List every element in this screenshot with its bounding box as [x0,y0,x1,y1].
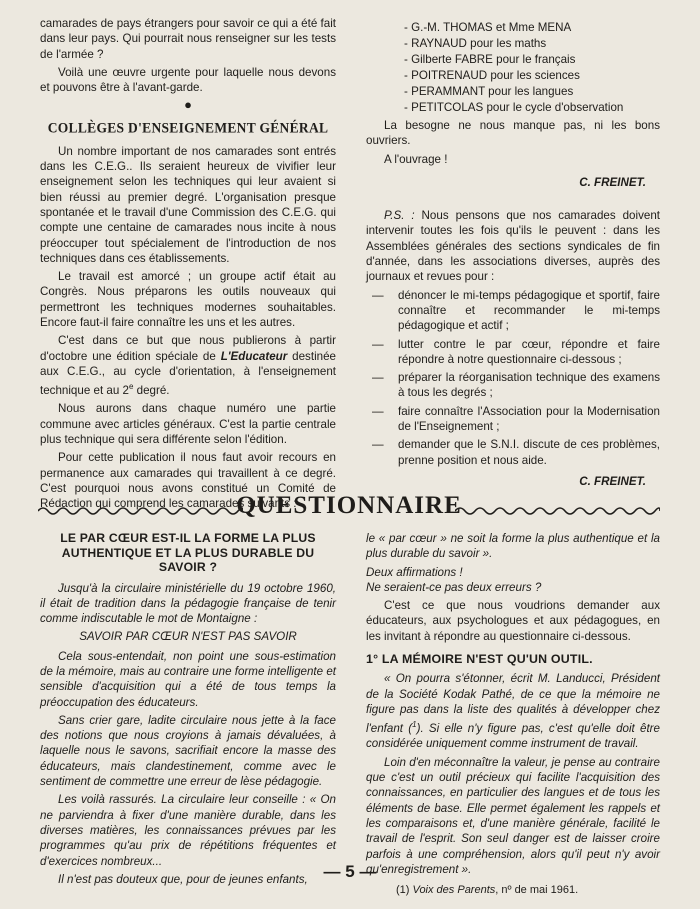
paragraph: Les voilà rassurés. La circulaire leur conseille : « On ne parviendra à fixer d'une manière durable, dans les diverses matières, les connaissances prévues par les programmes qu'au prix de répétitions fréquentes et d'exercices nombreux... [40,793,336,868]
paragraph: Un nombre important de nos camarades sont entrés dans les C.E.G.. Ils seraient heureux de vivifier leur enseignement selon les techniques qui leur avaient si bien réussi au premier degré. L'organisation presque spontanée et le travail d'une Commission des C.E.G. qui compte une centaine de camarades nous incite à nous préoccuper tout spécialement de l'introduction de nos techniques dans ces établissements. [40,144,336,265]
bullet-separator: ● [184,97,192,113]
section-title: COLLÈGES D'ENSEIGNEMENT GÉNÉRAL [47,119,329,137]
question-heading: LE PAR CŒUR EST-IL LA FORME LA PLUS AUTHENTIQUE ET LA PLUS DURABLE DU SAVOIR ? [60,531,316,574]
banner-title: QUESTIONNAIRE [236,492,462,519]
list-item: — faire connaître l'Association pour la Modernisation de l'Enseignement ; [366,404,660,435]
committee-member: - POITRENAUD pour les sciences [404,69,580,82]
paragraph: Il n'est pas douteux que, pour de jeunes enfants, [58,872,308,886]
paragraph: Loin d'en méconnaître la valeur, je pense au contraire que c'est un outil précieux qui facilite l'acquisition des connaissances, en particulier des langues et de tous les éléments de base. Elle permet également les rappels et les comparaisons et, d'une manière générale, facilité le travail de l'esprit. Son seul danger est de laisser croire parfois à une compréhension, alors qu'il peut n'y avoir qu'enregistrement ». [366,755,660,876]
wavy-line-right [455,505,660,517]
ps-label: P.S. : [384,209,415,223]
paragraph: le « par cœur » ne soit la forme la plus authentique et la plus durable du savoir ». [366,532,660,561]
paragraph: Nous aurons dans chaque numéro une partie commune avec articles généraux. C'est la partie centrale plus technique qui sera différente selon l'édition. [40,402,336,446]
paragraph: Le travail est amorcé ; un groupe actif était au Congrès. Nous préparons les outils nouveaux qui permettront les techniques modernes souhaitables. Encore faut-il faire connaître les uns et les autres. [40,270,336,330]
paragraph: Cela sous-entendait, non point une sous-estimation de la mémoire, mais au contraire une forme intelligente et sensible d'acquisition qui a été de tous temps la préoccupation des éducateurs. [40,649,336,709]
footnote-ref: 1 [412,720,417,730]
list-item: — dénoncer le mi-temps pédagogique et sportif, faire connaître et recommander le mi-temps pédagogique et actif ; [366,288,660,334]
committee-member: - Gilberte FABRE pour le français [404,53,576,66]
page-number: — 5 — [323,862,377,881]
footnote: (1) Voix des Parents, nº de mai 1961. [396,884,579,897]
subsection-heading: 1° LA MÉMOIRE N'EST QU'UN OUTIL. [366,652,593,667]
paragraph: camarades de pays étrangers pour savoir ce qui a été fait dans leur pays. Qui pourrait nous renseigner sur les tests de l'armée ? [40,17,336,61]
paragraph: Sans crier gare, ladite circulaire nous jette à la face des notions que nous croyions à jamais dévaluées, à laquelle nous le savons, sacrifiait encore la masse des éducateurs, mais clandestinement, comme avec le sentiment de commettre une erreur de lèse pédagogie. [40,713,336,789]
paragraph: La besogne ne nous manque pas, ni les bons ouvriers. [366,119,660,148]
paragraph: Deux affirmations ! [366,565,463,579]
postscript: P.S. : Nous pensons que nos camarades doivent intervenir toutes les fois qu'ils le peuvent : dans les Assemblées générales des sections syndicales de fin d'année, dans les associations diverses, auprès des journaux et revues pour : [366,209,660,284]
committee-list [366,20,660,116]
montaigne-quote: SAVOIR PAR CŒUR N'EST PAS SAVOIR [79,630,297,644]
paragraph: Voilà une œuvre urgente pour laquelle nous devons et pouvons être à l'avant-garde. [40,65,336,95]
footnote-title: Voix des Parents [412,884,496,897]
paragraph: Pour cette publication il nous faut avoir recours en permanence aux camarades qui travaillent à ce degré. C'est pourquoi nous avons constitué un Comité de Rédaction qui comprend les camarades suivants : [40,451,336,511]
paragraph: A l'ouvrage ! [384,152,448,166]
committee-member: - PETITCOLAS pour le cycle d'observation [404,101,624,114]
left-top-column [40,16,336,514]
paragraph: Ne seraient-ce pas deux erreurs ? [366,580,542,594]
paragraph: C'est dans ce but que nous publierons à partir d'octobre une édition spéciale de L'Educateur destinée aux C.E.G., au cycle d'orientation, à l'enseignement technique et au 2e degré. [40,334,336,398]
action-list [366,288,660,468]
paragraph: Jusqu'à la circulaire ministérielle du 19 octobre 1960, il était de tradition dans la pédagogie française de tenir comme indiscutable le mot de Montaigne : [40,581,336,626]
list-item: — demander que le S.N.I. discute de ces problèmes, prenne position et nous aide. [366,437,660,468]
signature: C. FREINET. [579,175,646,189]
questionnaire-banner [38,490,660,528]
right-bottom-column [366,531,660,901]
signature: C. FREINET. [579,474,646,488]
list-item: — préparer la réorganisation technique des examens à tous les degrés ; [366,370,660,401]
committee-member: - PERAMMANT pour les langues [404,85,574,98]
left-bottom-column [40,531,336,890]
right-top-column [366,20,660,501]
journal-title: L'Educateur [220,349,288,363]
paragraph: C'est ce que nous voudrions demander aux éducateurs, aux psychologues et aux pédagogues, en les invitant à répondre au questionnaire ci-dessous. [366,599,660,643]
committee-member: - G.-M. THOMAS et Mme MENA [404,21,572,34]
paragraph: « On pourra s'étonner, écrit M. Landucci, Président de la Société Kodak Pathé, de ce que la mémoire ne figure pas dans la liste des qualités à développer chez l'enfant ($^1$). Si elle n'y figure pas, c'est qu'elle doit être considérée uniquement comme instrument de travail. [366,672,660,751]
list-item: — lutter contre le par cœur, répondre et faire répondre à notre questionnaire ci-dessous ; [366,337,660,368]
committee-member: - RAYNAUD pour les maths [404,37,547,50]
